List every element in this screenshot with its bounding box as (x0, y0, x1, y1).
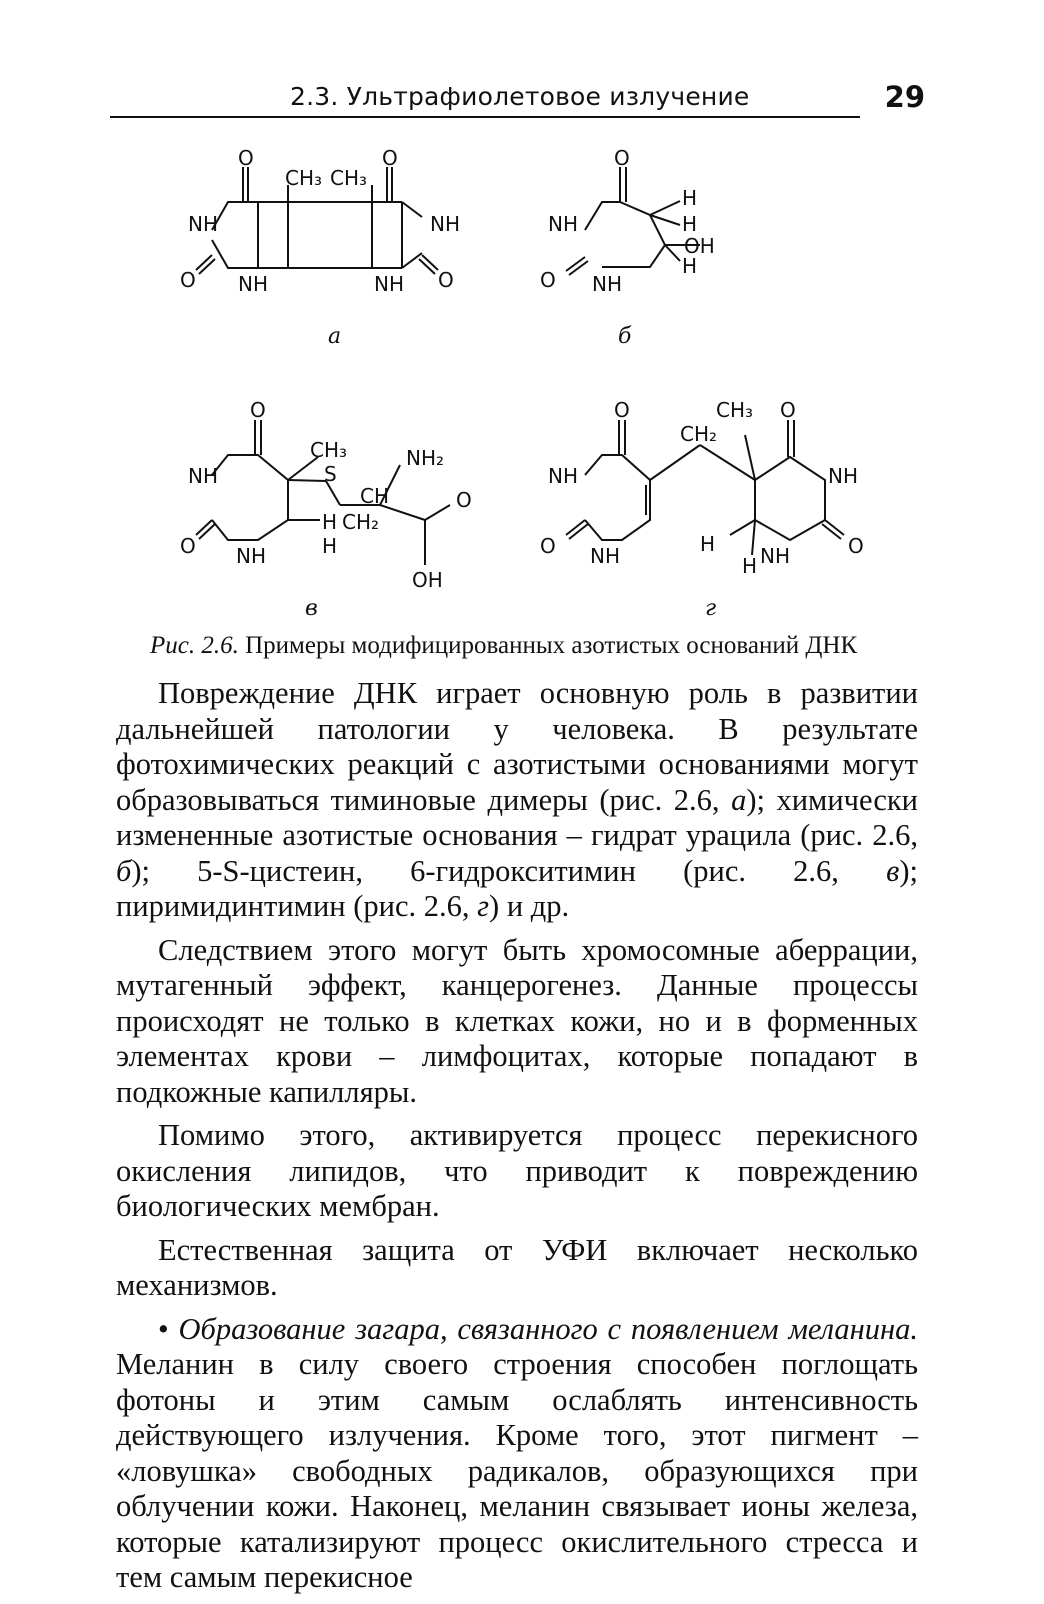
panel-label-b: б (618, 324, 632, 349)
section-title: 2.3. Ультрафиолетовое излучение (290, 82, 750, 111)
v-ch2: CH₂ (342, 510, 380, 534)
b-h-2: H (682, 212, 698, 236)
bond-lines (196, 167, 844, 565)
figure-caption (150, 632, 910, 660)
v-h-2: H (322, 534, 338, 558)
v-s: S (324, 462, 337, 486)
panel-label-g: г (705, 596, 717, 621)
paragraph-5 (116, 1312, 918, 1596)
a-ch3-left: CH₃ (285, 166, 323, 190)
g-h-2: H (742, 554, 758, 578)
b-oh: OH (684, 234, 715, 258)
v-oh: OH (412, 568, 443, 592)
b-nh-left: NH (548, 212, 578, 236)
g-ch2: CH₂ (680, 422, 718, 446)
page-number: 29 (884, 80, 925, 114)
panel-label-a: а (328, 324, 342, 349)
g-o-top-left: O (614, 398, 630, 422)
a-nh-right: NH (430, 212, 460, 236)
v-o-acid: O (456, 488, 472, 512)
para5-text: Меланин в силу своего строения способен поглощать фотоны и этим самым ослаблять интенсивность действующего излучения. Кроме того, этот пигмент – «ловушка» свободных радикалов, образующихся при облучении кожи. Наконец, меланин связывает ионы железа, которые катализируют процесс окислительного стресса и тем самым перекисное (116, 1347, 918, 1594)
g-ch3: CH₃ (716, 398, 754, 422)
a-nh-left: NH (188, 212, 218, 236)
v-h-1: H (322, 510, 338, 534)
b-h-1: H (682, 186, 698, 210)
header-rule (110, 116, 860, 118)
v-nh-left: NH (188, 464, 218, 488)
v-ch: CH (360, 484, 390, 508)
para1-part-d: ); пиримидинтимин (рис. 2.6, (116, 853, 918, 923)
caption-text: Примеры модифицированных азотистых оснований ДНК (245, 632, 858, 659)
para5-emphasis: Образование загара, связанного с появлением меланина. (178, 1311, 919, 1346)
para1-ref-a: а (731, 782, 747, 817)
a-o-top-right: O (382, 146, 398, 170)
a-ch3-right: CH₃ (330, 166, 368, 190)
panel-label-v: в (305, 596, 318, 621)
structural-formulas (160, 145, 900, 625)
g-nh-right: NH (828, 464, 858, 488)
para1-part-e: ) и др. (489, 889, 570, 923)
b-o-top: O (614, 146, 630, 170)
a-nh-bottom-right: NH (374, 272, 404, 296)
a-o-top-left: O (238, 146, 254, 170)
g-o-right: O (848, 534, 864, 558)
paragraph-4: Естественная защита от УФИ включает несколько механизмов. (116, 1232, 918, 1302)
bullet: • (158, 1311, 169, 1346)
v-nh-bottom: NH (236, 544, 266, 568)
running-header (110, 78, 925, 118)
para1-ref-c: в (886, 853, 900, 888)
a-o-right: O (438, 268, 454, 292)
b-o-left: O (540, 268, 556, 292)
b-nh-bottom: NH (592, 272, 622, 296)
figure-2-6 (160, 145, 900, 625)
paragraph-2: Следствием этого могут быть хромосомные аберрации, мутагенный эффект, канцерогенез. Данные процессы происходят не только в клетках кожи, но и в форменных элементах крови – лимфоцитах, которые попадают в подкожные капилляры. (116, 932, 918, 1109)
g-nh-left: NH (548, 464, 578, 488)
para1-ref-b: б (116, 853, 132, 888)
para1-part-c: ); 5-S-цистеин, 6-гидрокситимин (рис. 2.6, (131, 853, 887, 888)
g-o-top-right: O (780, 398, 796, 422)
caption-label: Рис. 2.6. (150, 632, 239, 659)
g-h-1: H (700, 532, 716, 556)
b-h-3: H (682, 254, 698, 278)
paragraph-3: Помимо этого, активируется процесс перекисного окисления липидов, что приводит к повреждению биологических мембран. (116, 1118, 918, 1223)
v-nh2: NH₂ (406, 446, 445, 470)
para1-part-a: Повреждение ДНК играет основную роль в развитии дальнейшей патологии у человека. В результате фотохимических реакций с азотистыми основаниями могут образовываться тиминовые димеры (рис. 2.6, (116, 676, 918, 817)
g-nh-bottom-left: NH (590, 544, 620, 568)
v-o-left: O (180, 534, 196, 558)
paragraph-1 (116, 676, 918, 925)
a-nh-bottom-left: NH (238, 272, 268, 296)
body-text (116, 676, 918, 1604)
a-o-left: O (180, 268, 196, 292)
v-o-top: O (250, 398, 266, 422)
g-o-left: O (540, 534, 556, 558)
g-nh-bottom-right: NH (760, 544, 790, 568)
para1-part-b: ); химически измененные азотистые основания – гидрат урацила (рис. 2.6, (116, 782, 918, 852)
v-ch3: CH₃ (310, 438, 348, 462)
para1-ref-d: г (477, 889, 490, 923)
